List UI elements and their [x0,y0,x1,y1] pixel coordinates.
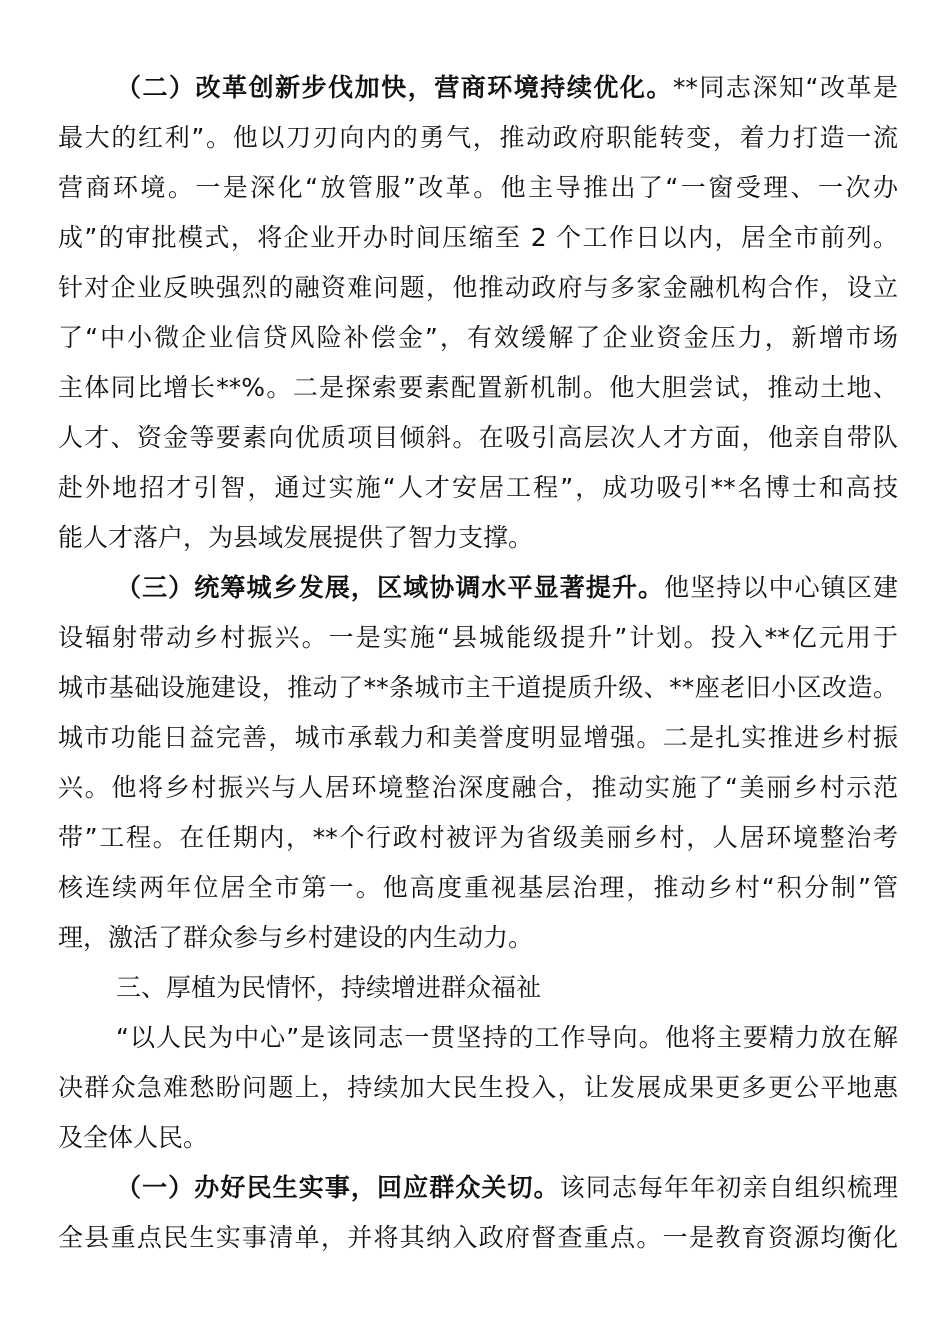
body-text: 设辐射带动乡村振兴。一是实施“县城能级提升”计划。投入**亿元用于 [58,623,898,652]
body-text: 该同志每年年初亲自组织梳理 [559,1173,898,1202]
body-text: 带”工程。在任期内，**个行政村被评为省级美丽乡村，人居环境整治考 [58,823,898,852]
body-text: 针对企业反映强烈的融资难问题，他推动政府与多家金融机构合作，设立 [58,273,898,302]
text-line [58,863,898,913]
text-line [58,363,898,413]
paragraph [58,63,898,563]
paragraph [58,563,898,963]
section-heading: （二）改革创新步伐加快，营商环境持续优化。 [116,73,673,102]
body-text: 三、厚植为民情怀，持续增进群众福祉 [116,973,542,1002]
text-line [58,913,898,963]
text-line [58,113,898,163]
text-line [58,1063,898,1113]
body-text: 核连续两年位居全市第一。他高度重视基层治理，推动乡村“积分制”管 [58,873,898,902]
text-line [58,613,898,663]
body-text: 最大的红利”。他以刀刃向内的勇气，推动政府职能转变，着力打造一流 [58,123,898,152]
body-text: 全县重点民生实事清单，并将其纳入政府督查重点。一是教育资源均衡化 [58,1223,898,1252]
paragraph [58,1013,898,1163]
text-line [58,313,898,363]
text-line [58,213,898,263]
body-text: 主体同比增长**%。二是探索要素配置新机制。他大胆尝试，推动土地、 [58,373,898,402]
text-line [58,1013,898,1063]
text-line [58,63,898,113]
body-text: 能人才落户，为县域发展提供了智力支撑。 [58,523,534,552]
section-heading: （三）统筹城乡发展，区域协调水平显著提升。 [116,573,665,602]
body-text: 城市功能日益完善，城市承载力和美誉度明显增强。二是扎实推进乡村振 [58,723,898,752]
body-text: 人才、资金等要素向优质项目倾斜。在吸引高层次人才方面，他亲自带队 [58,423,898,452]
body-text: “以人民为中心”是该同志一贯坚持的工作导向。他将主要精力放在解 [116,1023,898,1052]
text-line [58,963,898,1013]
text-line [58,713,898,763]
body-text: 兴。他将乡村振兴与人居环境整治深度融合，推动实施了“美丽乡村示范 [58,773,898,802]
text-line [58,463,898,513]
text-line [58,1213,898,1263]
section-heading: （一）办好民生实事，回应群众关切。 [116,1173,560,1202]
text-line [58,413,898,463]
text-line [58,663,898,713]
text-line [58,763,898,813]
body-text: 他坚持以中心镇区建 [664,573,898,602]
paragraph [58,963,898,1013]
body-text: 理，激活了群众参与乡村建设的内生动力。 [58,923,534,952]
body-text: 赴外地招才引智，通过实施“人才安居工程”，成功吸引**名博士和高技 [58,473,898,502]
body-text: 成”的审批模式，将企业开办时间压缩至 2 个工作日以内，居全市前列。 [58,223,898,252]
text-line [58,263,898,313]
body-text: 了“中小微企业信贷风险补偿金”，有效缓解了企业资金压力，新增市场 [58,323,898,352]
document-page [58,63,898,1263]
body-text: 营商环境。一是深化“放管服”改革。他主导推出了“一窗受理、一次办 [58,173,898,202]
body-text: 决群众急难愁盼问题上，持续加大民生投入，让发展成果更多更公平地惠 [58,1073,898,1102]
body-text: **同志深知“改革是 [672,73,898,102]
text-line [58,813,898,863]
text-line [58,513,898,563]
text-line [58,1113,898,1163]
body-text: 城市基础设施建设，推动了**条城市主干道提质升级、**座老旧小区改造。 [58,673,898,702]
text-line [58,563,898,613]
text-line [58,1163,898,1213]
body-text: 及全体人民。 [58,1123,209,1152]
paragraph [58,1163,898,1263]
text-line [58,163,898,213]
